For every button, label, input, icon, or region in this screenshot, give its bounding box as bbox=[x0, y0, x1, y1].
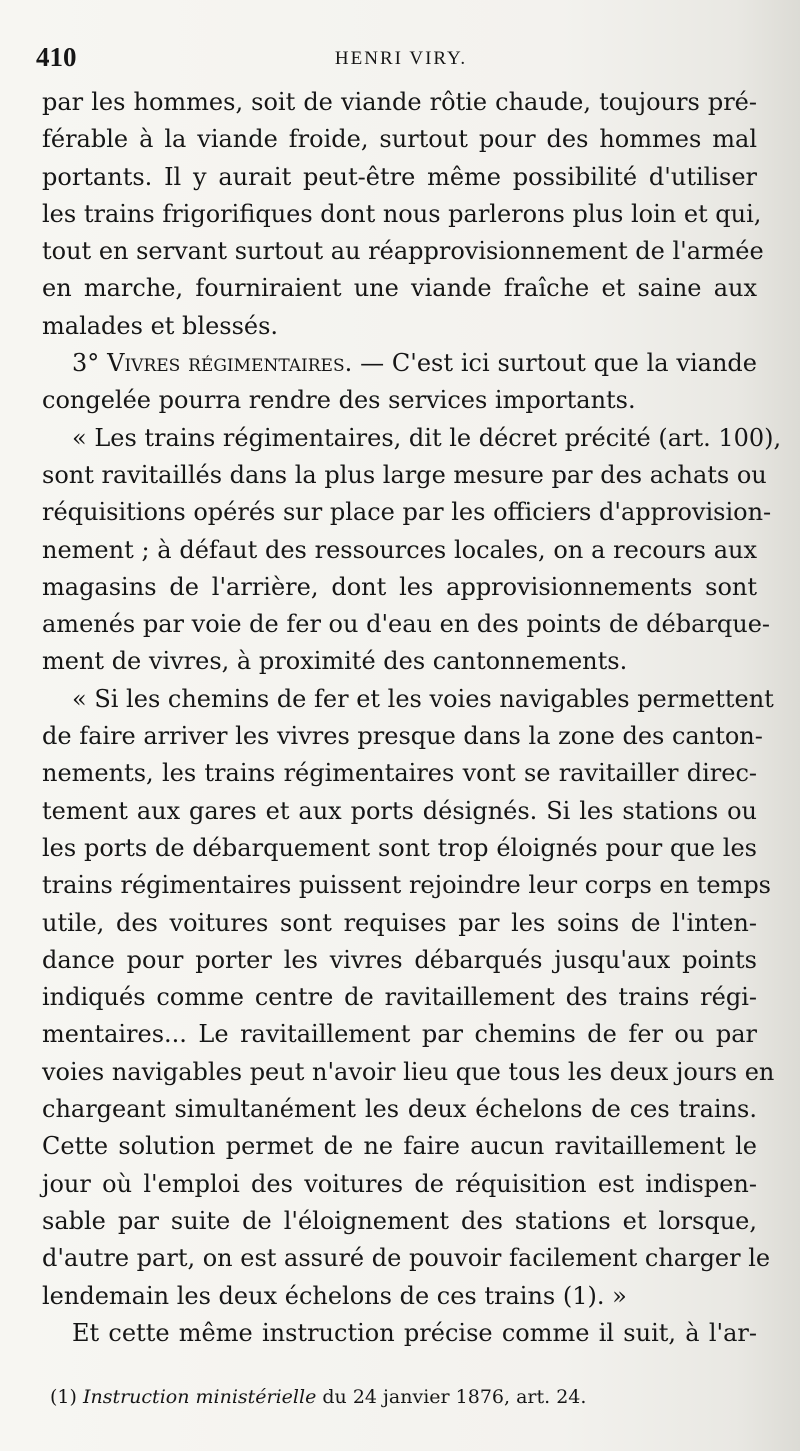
text-line: tement aux gares et aux ports désignés. Si les stations ou bbox=[42, 796, 757, 825]
running-title: HENRI VIRY. bbox=[334, 48, 468, 69]
text-line: lendemain les deux échelons de ces trains (1). » bbox=[42, 1281, 627, 1310]
text-line: par les hommes, soit de viande rôtie chaude, toujours pré- bbox=[42, 88, 757, 116]
text-line: d'autre part, on est assuré de pouvoir facilement charger le bbox=[42, 1244, 771, 1273]
text-line: Et cette même instruction précise comme il suit, à l'ar- bbox=[72, 1318, 757, 1347]
text-line: réquisitions opérés sur place par les officiers d'approvision- bbox=[42, 498, 772, 527]
page-number: 410 bbox=[36, 42, 77, 72]
text-line: dance pour porter les vivres débarqués jusqu'aux points bbox=[42, 945, 757, 974]
section-heading-line bbox=[42, 345, 757, 382]
text-line: les trains frigorifiques dont nous parlerons plus loin et qui, bbox=[42, 199, 762, 228]
footnote bbox=[50, 1386, 750, 1408]
text-line: trains régimentaires puissent rejoindre leur corps en temps bbox=[42, 871, 771, 900]
text-line: chargeant simultanément les deux échelons de ces trains. bbox=[42, 1095, 757, 1124]
text-line: férable à la viande froide, surtout pour des hommes mal bbox=[42, 125, 757, 154]
text-line: sable par suite de l'éloignement des stations et lorsque, bbox=[42, 1206, 757, 1235]
text-line: indiqués comme centre de ravitaillement des trains régi- bbox=[42, 983, 757, 1012]
footnote-text: du 24 janvier 1876, art. 24. bbox=[322, 1386, 587, 1408]
text-line: jour où l'emploi des voitures de réquisition est indispen- bbox=[42, 1169, 757, 1198]
text-line: en marche, fourniraient une viande fraîche et saine aux bbox=[42, 274, 757, 303]
text-line: nements, les trains régimentaires vont se ravitailler direc- bbox=[42, 759, 757, 788]
section-title: Vivres régimentaires. bbox=[107, 349, 353, 378]
footnote-marker: (1) bbox=[50, 1386, 77, 1408]
text-line: mentaires... Le ravitaillement par chemins de fer ou par bbox=[42, 1020, 757, 1049]
text-line: voies navigables peut n'avoir lieu que tous les deux jours en bbox=[42, 1057, 775, 1086]
text-line: portants. Il y aurait peut-être même possibilité d'utiliser bbox=[42, 162, 757, 191]
text-line: ment de vivres, à proximité des cantonnements. bbox=[42, 647, 628, 676]
text-line: « Si les chemins de fer et les voies navigables permettent bbox=[72, 684, 774, 713]
text-line: amenés par voie de fer ou d'eau en des points de débarque- bbox=[42, 610, 771, 639]
text-line: nement ; à défaut des ressources locales, on a recours aux bbox=[42, 535, 757, 564]
footnote-italic: Instruction ministérielle bbox=[82, 1386, 317, 1408]
page-header bbox=[36, 42, 766, 74]
text-line: malades et blessés. bbox=[42, 311, 279, 340]
text-line: congelée pourra rendre des services importants. bbox=[42, 386, 636, 415]
text-line: tout en servant surtout au réapprovisionnement de l'armée bbox=[42, 237, 764, 266]
text-line: Cette solution permet de ne faire aucun ravitaillement le bbox=[42, 1132, 757, 1161]
text-line: de faire arriver les vivres presque dans la zone des canton- bbox=[42, 722, 763, 751]
section-heading-rest: — C'est ici surtout que la viande bbox=[360, 349, 757, 378]
section-number: 3° bbox=[72, 349, 100, 378]
text-line: les ports de débarquement sont trop éloignés pour que les bbox=[42, 833, 757, 862]
text-line: « Les trains régimentaires, dit le décret précité (art. 100), bbox=[72, 423, 782, 452]
body-text bbox=[42, 84, 782, 1352]
text-line: sont ravitaillés dans la plus large mesure par des achats ou bbox=[42, 460, 767, 489]
text-line: utile, des voitures sont requises par les soins de l'inten- bbox=[42, 908, 757, 937]
text-line: magasins de l'arrière, dont les approvisionnements sont bbox=[42, 572, 757, 601]
